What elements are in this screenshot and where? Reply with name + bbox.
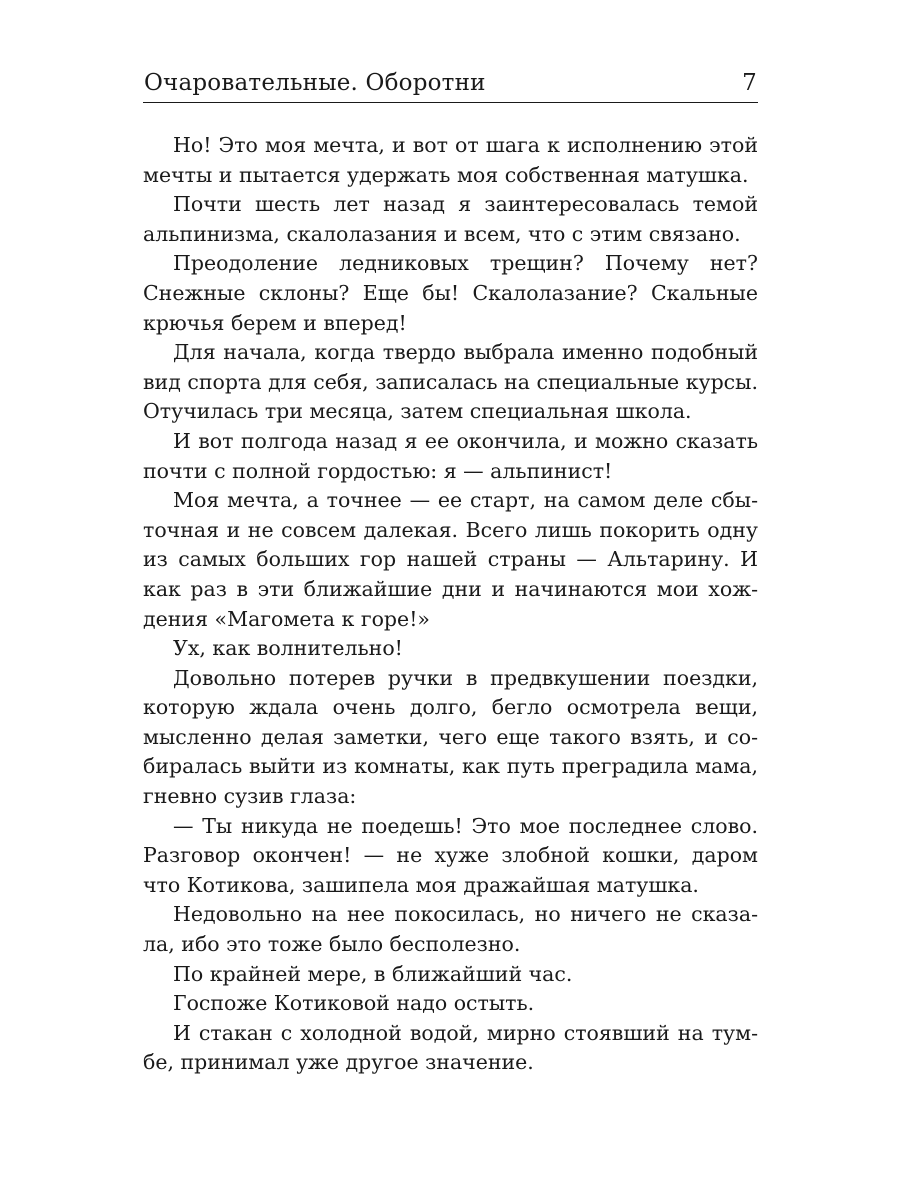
running-header: [143, 64, 758, 103]
paragraph: И вот полгода назад я ее окончила, и можно сказать почти с полной гордостью: я — альпинист!: [143, 428, 758, 483]
dialogue-paragraph: — Ты никуда не поедешь! Это мое последнее слово. Разговор окончен! — не хуже злобной кошки, даром что Котикова, зашипела моя дражайшая матушка.: [143, 813, 758, 897]
paragraph: Для начала, когда твердо выбрала именно подобный вид спорта для себя, записалась на специальные курсы. Отучилась три месяца, затем специальная школа.: [143, 340, 758, 424]
paragraph: По крайней мере, в ближайший час.: [173, 961, 573, 986]
body-text: [143, 131, 758, 1078]
book-page: [143, 64, 758, 1078]
paragraph: Госпоже Котиковой надо остыть.: [173, 991, 535, 1016]
paragraph: Моя мечта, а точнее — ее старт, на самом деле сбыточная и не совсем далекая. Всего лишь покорить одну из самых больших гор нашей страны — Альтарину. И как раз в эти ближайшие дни и начинаются мои хождения «Магомета к горе!»: [143, 488, 758, 631]
paragraph: Довольно потерев ручки в предвкушении поездки, которую ждала очень долго, бегло осмотрела вещи, мысленно делая заметки, чего еще такого взять, и собиралась выйти из комнаты, как путь преградила мама, гневно сузив глаза:: [143, 665, 758, 809]
book-title: Очаровательные. Оборотни: [144, 70, 486, 96]
paragraph: Преодоление ледниковых трещин? Почему нет? Снежные склоны? Еще бы! Скалолазание? Скальные крючья берем и вперед!: [143, 251, 758, 335]
paragraph: Недовольно на нее покосилась, но ничего не сказала, ибо это тоже было бесполезно.: [143, 902, 758, 957]
paragraph: И стакан с холодной водой, мирно стоявший на тумбе, принимал уже другое значение.: [143, 1020, 758, 1075]
page-number: 7: [742, 70, 757, 96]
paragraph: Но! Это моя мечта, и вот от шага к исполнению этой мечты и пытается удержать моя собственная матушка.: [143, 133, 758, 187]
paragraph: Ух, как волнительно!: [173, 636, 403, 661]
paragraph: Почти шесть лет назад я заинтересовалась темой альпинизма, скалолазания и всем, что с этим связано.: [143, 192, 758, 246]
